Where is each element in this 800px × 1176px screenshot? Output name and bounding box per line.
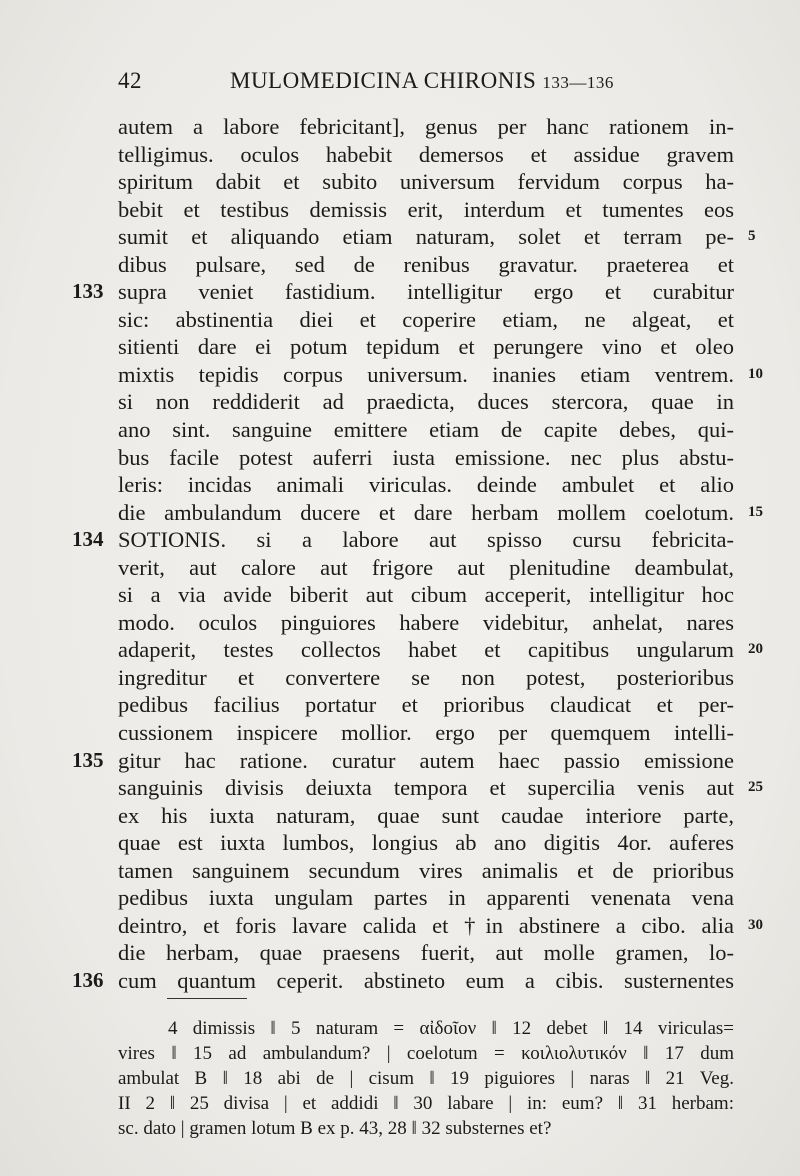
text-line bbox=[118, 251, 734, 279]
line-text: si non reddiderit ad praedicta, duces stercora, quae in bbox=[118, 389, 734, 415]
line-number: 30 bbox=[748, 916, 763, 933]
text-line bbox=[118, 884, 734, 912]
line-text: deintro, et foris lavare calida et †in abstinere a cibo. alia bbox=[118, 912, 734, 938]
footnotes bbox=[118, 1016, 734, 1141]
section-range: 133—136 bbox=[542, 73, 614, 92]
text-line bbox=[118, 416, 734, 444]
line-text: quae est iuxta lumbos, longius ab ano digitis 4or. auferes bbox=[118, 830, 734, 856]
text-line bbox=[118, 774, 763, 802]
text-line bbox=[118, 306, 734, 334]
line-text: bus facile potest auferri iusta emissione. nec plus abstu- bbox=[118, 444, 734, 470]
text-line bbox=[118, 113, 734, 141]
line-text: tamen sanguinem secundum vires animalis et de prioribus bbox=[118, 857, 734, 883]
line-text: SOTIONIS. si a labore aut spisso cursu febricita- bbox=[118, 527, 734, 553]
text-line bbox=[118, 719, 734, 747]
line-text: telligimus. oculos habebit demersos et assidue gravem bbox=[118, 141, 734, 167]
section-number: 134 bbox=[72, 527, 104, 552]
line-text: gitur hac ratione. curatur autem haec passio emissione bbox=[118, 747, 734, 773]
text-line bbox=[72, 747, 734, 775]
footnote-line: vires ‖ 15 ad ambulandum? | coelotum = κοιλιολυτικόν ‖ 17 dum bbox=[118, 1043, 734, 1064]
footnote-rule bbox=[167, 998, 247, 999]
line-text: cum quantum ceperit. abstineto eum a cibis. susternentes bbox=[118, 967, 734, 993]
line-text: ano sint. sanguine emittere etiam de capite debes, qui- bbox=[118, 417, 734, 443]
line-text: spiritum dabit et subito universum fervidum corpus ha- bbox=[118, 169, 734, 195]
section-number: 135 bbox=[72, 747, 104, 772]
line-text: modo. oculos pinguiores habere videbitur, anhelat, nares bbox=[118, 609, 734, 635]
line-number: 10 bbox=[748, 365, 763, 382]
page-number: 42 bbox=[118, 68, 142, 93]
line-text: die ambulandum ducere et dare herbam mollem coelotum. bbox=[118, 499, 734, 525]
text-line bbox=[118, 361, 763, 389]
text-line bbox=[118, 168, 734, 196]
line-text: si a via avide biberit aut cibum acceperit, intelligitur hoc bbox=[118, 582, 734, 608]
line-number: 15 bbox=[748, 503, 763, 520]
footnote-line: 4 dimissis ‖ 5 naturam = αἰδοῖον ‖ 12 debet ‖ 14 viriculas= bbox=[168, 1018, 734, 1039]
section-number: 133 bbox=[72, 279, 104, 304]
line-text: pedibus facilius portatur et prioribus claudicat et per- bbox=[118, 692, 734, 718]
text-line bbox=[118, 829, 734, 857]
text-line bbox=[118, 939, 734, 967]
text-line bbox=[118, 636, 763, 664]
text-line bbox=[72, 967, 734, 995]
line-number: 25 bbox=[748, 779, 763, 796]
line-text: cussionem inspicere mollior. ergo per quemquem intelli- bbox=[118, 720, 734, 746]
text-line bbox=[118, 581, 734, 609]
running-header bbox=[118, 68, 738, 100]
line-text: autem a labore febricitant], genus per hanc rationem in- bbox=[118, 114, 734, 139]
line-text: verit, aut calore aut frigore aut plenitudine deambulat, bbox=[118, 554, 734, 580]
line-text: sic: abstinentia diei et coperire etiam, ne algeat, et bbox=[118, 306, 734, 332]
text-line bbox=[72, 526, 734, 554]
text-line bbox=[118, 554, 734, 582]
line-text: sitienti dare ei potum tepidum et perungere vino et oleo bbox=[118, 334, 734, 360]
text-line bbox=[118, 691, 734, 719]
line-text: leris: incidas animali viriculas. deinde ambulet et alio bbox=[118, 472, 734, 498]
text-line bbox=[118, 444, 734, 472]
line-text: ingreditur et convertere se non potest, posterioribus bbox=[118, 664, 734, 690]
text-line bbox=[118, 333, 734, 361]
line-number: 5 bbox=[748, 228, 756, 245]
line-number: 20 bbox=[748, 641, 763, 658]
text-line bbox=[118, 802, 734, 830]
text-line bbox=[118, 141, 734, 169]
line-text: bebit et testibus demissis erit, interdum et tumentes eos bbox=[118, 196, 734, 222]
line-text: pedibus iuxta ungulam partes in apparenti venenata vena bbox=[118, 885, 734, 911]
text-line bbox=[118, 388, 734, 416]
running-title-text: MULOMEDICINA CHIRONIS bbox=[230, 68, 537, 93]
line-text: die herbam, quae praesens fuerit, aut molle gramen, lo- bbox=[118, 940, 734, 966]
text-line bbox=[118, 912, 763, 940]
footnote-line: II 2 ‖ 25 divisa | et addidi ‖ 30 labare | in: eum? ‖ 31 herbam: bbox=[118, 1093, 734, 1114]
footnote-line: sc. dato | gramen lotum B ex p. 43, 28 ‖ 32 substernes et? bbox=[118, 1118, 552, 1139]
section-number: 136 bbox=[72, 967, 104, 992]
line-text: mixtis tepidis corpus universum. inanies etiam ventrem. bbox=[118, 361, 734, 387]
line-text: ex his iuxta naturam, quae sunt caudae interiore parte, bbox=[118, 802, 734, 828]
text-line bbox=[118, 609, 734, 637]
text-line bbox=[118, 664, 734, 692]
line-text: dibus pulsare, sed de renibus gravatur. praeterea et bbox=[118, 251, 734, 277]
running-title bbox=[230, 68, 614, 94]
text-line bbox=[118, 857, 734, 885]
text-line bbox=[118, 471, 734, 499]
text-line bbox=[118, 223, 756, 251]
footnote-line: ambulat B ‖ 18 abi de | cisum ‖ 19 piguiores | naras ‖ 21 Veg. bbox=[118, 1068, 734, 1089]
line-text: sanguinis divisis deiuxta tempora et supercilia venis aut bbox=[118, 775, 734, 801]
line-text: supra veniet fastidium. intelligitur ergo et curabitur bbox=[118, 279, 734, 305]
main-text bbox=[72, 113, 763, 995]
text-line bbox=[72, 278, 734, 306]
line-text: sumit et aliquando etiam naturam, solet et terram pe- bbox=[118, 224, 734, 250]
text-line bbox=[118, 499, 763, 527]
text-line bbox=[118, 196, 734, 224]
line-text: adaperit, testes collectos habet et capitibus ungularum bbox=[118, 637, 734, 663]
